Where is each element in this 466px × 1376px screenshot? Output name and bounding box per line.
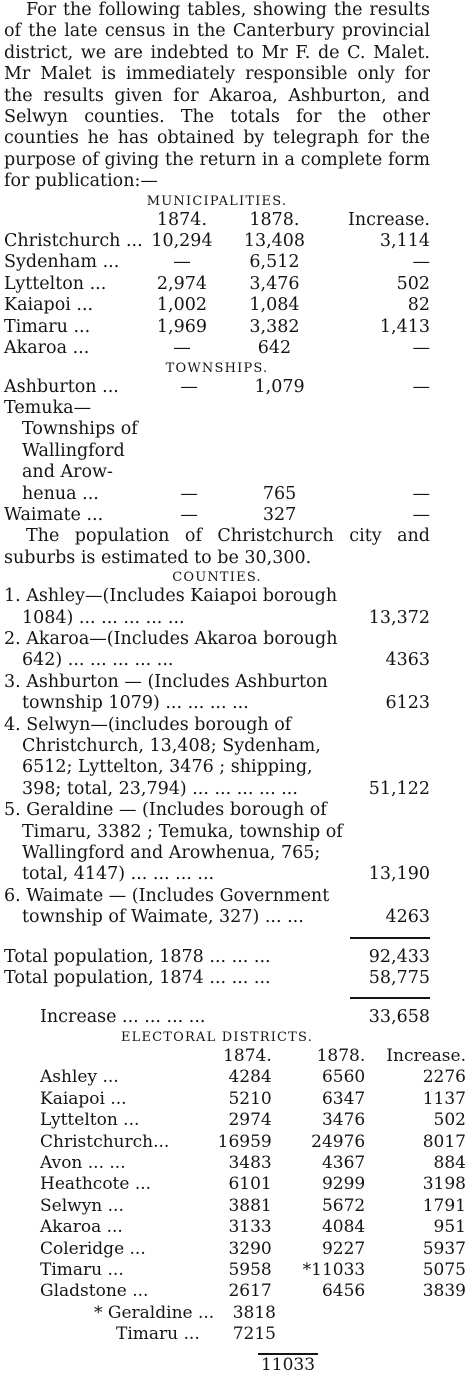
total-1874-row [4,968,430,989]
row-name: Sydenham ... [4,252,120,273]
row-name: Avon ... ... [40,1152,126,1173]
increase-row [4,1007,430,1028]
table-row [40,1174,466,1195]
table-row [4,462,430,483]
sum-rule [350,937,430,939]
counties-heading: COUNTIES. [172,570,262,586]
increase-block [4,1007,430,1028]
increase-label: Increase ... ... ... ... [40,1007,206,1028]
footnote-total: 11033 [260,1354,316,1375]
list-item [4,800,430,886]
row-1878: 6,512 [249,252,300,273]
footnote-value: 3818 [232,1302,276,1323]
row-increase: 1,413 [379,316,430,337]
row-name: Akaroa ... [40,1217,123,1238]
row-1878: 6347 [321,1088,366,1109]
row-increase: 3,114 [379,231,430,252]
row-1878: 3476 [321,1110,366,1131]
row-1878: 4084 [321,1217,366,1238]
table-row [4,274,430,295]
row-increase: 82 [407,295,430,316]
row-1874: 4284 [228,1067,272,1088]
list-item [4,629,430,672]
county-value: 4263 [385,907,430,928]
row-1878: 13,408 [243,231,306,252]
electoral-table [40,1046,466,1303]
table-row [4,338,430,359]
table-row [4,231,430,252]
row-1878: 327 [262,504,297,525]
total-1878-row [4,947,430,968]
row-increase: 1791 [422,1195,466,1216]
table-row [4,441,430,462]
table-row [4,295,430,316]
row-1874: 2617 [228,1281,272,1302]
row-increase: 3839 [422,1281,466,1302]
row-name: Selwyn ... [40,1195,124,1216]
row-1874: 16959 [217,1131,272,1152]
row-increase: 502 [433,1110,466,1131]
county-text: 4. Selwyn—(includes borough of Christchurch, 13,408; Sydenham, 6512; Lyttelton, 3476 ; shipping, 398; total, 23,794) ... ... ... ... ... [4,714,321,799]
row-name: Christchurch ... [4,231,143,252]
table-row [40,1217,466,1238]
row-1878: 3,382 [249,316,300,337]
electoral-column-header [40,1046,466,1067]
col-1878: 1878. [316,1045,366,1066]
blank-header [4,210,143,231]
row-increase: — [412,376,430,397]
table-row [40,1110,466,1131]
county-text: 3. Ashburton — (Includes Ashburton township 1079) ... ... ... ... [4,671,328,714]
table-row [4,419,430,440]
county-value: 51,122 [368,778,430,799]
row-increase: 884 [433,1152,466,1173]
row-name: henua ... [22,483,99,504]
row-1874: 2974 [228,1110,272,1131]
footnote-row [94,1324,430,1345]
row-1874: 3881 [228,1195,272,1216]
row-1874: 10,294 [151,231,213,252]
list-item [4,586,430,629]
townships-table [4,377,430,527]
table-row [4,398,430,419]
blank-header [40,1046,203,1067]
counties-list [4,586,430,929]
temuka-line: Wallingford [22,440,125,461]
row-increase: — [412,504,430,525]
row-name: Coleridge ... [40,1238,146,1259]
county-value: 13,190 [368,864,430,885]
row-1874: 2,974 [156,273,208,294]
table-row [4,505,430,526]
row-name: Timaru ... [4,316,91,337]
row-name: Timaru ... [40,1259,124,1280]
county-text: 2. Akaroa—(Includes Akaroa borough 642) ... ... ... ... ... [4,628,338,671]
table-row [4,317,430,338]
list-item [4,886,430,929]
row-1874: 3483 [228,1152,272,1173]
table-row [40,1153,466,1174]
sum-rule [350,997,430,999]
municipalities-heading: MUNICIPALITIES. [146,193,288,209]
footnote-label: Timaru ... [116,1323,200,1344]
row-1874: 5210 [228,1088,272,1109]
col-1874: 1874. [223,1045,272,1066]
row-increase: 3198 [422,1174,466,1195]
row-1878: 4367 [321,1152,366,1173]
townships-heading: TOWNSHIPS. [165,360,269,376]
row-1874: — [180,483,198,504]
county-value: 6123 [385,693,430,714]
table-row [40,1132,466,1153]
row-name: Waimate ... [4,504,104,525]
total-1878-value: 92,433 [368,946,430,967]
row-1874: — [180,376,198,397]
row-1878: 765 [262,483,297,504]
table-row [4,252,430,273]
row-name: Kaiapoi ... [40,1088,127,1109]
municipalities-table [4,210,430,360]
temuka-title: Temuka— [4,397,92,418]
table-row [4,484,430,505]
total-1874-label: Total population, 1874 ... ... ... [4,968,271,989]
col-1874: 1874. [156,209,208,230]
row-1878: 642 [257,338,292,359]
list-item [4,715,430,801]
row-increase: 8017 [422,1131,466,1152]
total-1874-value: 58,775 [368,968,430,989]
city-population-note: The population of Christchurch city and suburbs is estimated to be 30,300. [4,526,430,568]
row-name: Gladstone ... [40,1281,149,1302]
footnote-row [94,1303,430,1324]
totals-block [4,947,430,990]
row-name: Ashburton ... [4,376,119,397]
county-text: 6. Waimate — (Includes Government township of Waimate, 327) ... ... [4,885,330,928]
footnote-value: 7215 [232,1323,276,1344]
intro-paragraph: For the following tables, showing the results of the late census in the Canterbury provincial district, we are indebted to Mr F. de C. Malet. Mr Malet is immediately responsible only for the results given for Akaroa, Ashburton, and Selwyn counties. The totals for the other counties he has obtained by telegraph for the purpose of giving the return in a complete form for publication:— [4,0,430,192]
row-1874: — [173,338,191,359]
census-article [4,0,466,1376]
total-1878-label: Total population, 1878 ... ... ... [4,946,271,967]
row-increase: — [412,483,430,504]
row-1878: 6560 [321,1067,366,1088]
row-1874: 1,969 [156,316,208,337]
row-1874: 5958 [228,1259,272,1280]
row-name: Christchurch... [40,1131,170,1152]
row-name: Ashley ... [40,1067,119,1088]
temuka-line: and Arow- [22,462,113,483]
table-row [40,1067,466,1088]
row-increase: 1137 [422,1088,466,1109]
row-1878: 1,079 [254,376,305,397]
row-1874: — [180,504,198,525]
row-1878: 3,476 [249,273,300,294]
row-increase: 2276 [422,1067,466,1088]
row-name: Lyttelton ... [4,273,107,294]
table-row [40,1196,466,1217]
row-increase: — [412,338,430,359]
county-text: 5. Geraldine — (Includes borough of Timaru, 3382 ; Temuka, township of Wallingford and Arowhenua, 765; total, 4147) ... ... ... ... [4,800,343,885]
row-1878: 5672 [321,1195,366,1216]
row-1874: 3290 [228,1238,272,1259]
col-1878: 1878. [249,209,300,230]
row-increase: 951 [433,1217,466,1238]
row-1874: 6101 [228,1174,272,1195]
row-name: Akaroa ... [4,338,90,359]
table-row [40,1239,466,1260]
row-1878: 9227 [321,1238,366,1259]
list-item [4,672,430,715]
row-1878: 1,084 [249,295,300,316]
col-increase: Increase. [386,1045,466,1066]
increase-value: 33,658 [368,1007,430,1028]
row-1874: — [173,252,191,273]
row-increase: 502 [396,273,430,294]
row-1878: 24976 [311,1131,366,1152]
row-name: Kaiapoi ... [4,295,94,316]
row-name: Heathcote ... [40,1174,152,1195]
table-row [4,377,430,398]
row-1878: *11033 [302,1259,366,1280]
table-row [40,1089,466,1110]
temuka-line: Townships of [22,419,138,440]
col-increase: Increase. [347,209,430,230]
electoral-footnote [94,1303,430,1345]
municipalities-column-header [4,210,430,231]
county-value: 4363 [385,650,430,671]
row-name: Lyttelton ... [40,1110,140,1131]
row-1874: 1,002 [156,295,208,316]
table-row [40,1281,466,1302]
row-increase: 5937 [422,1238,466,1259]
row-increase: 5075 [422,1259,466,1280]
row-1878: 6456 [321,1281,366,1302]
electoral-heading: ELECTORAL DISTRICTS. [120,1029,314,1045]
row-increase: — [412,252,430,273]
county-value: 13,372 [368,607,430,628]
row-1878: 9299 [321,1174,366,1195]
county-text: 1. Ashley—(Includes Kaiapoi borough 1084) ... ... ... ... ... [4,586,338,628]
footnote-label: * Geraldine ... [94,1302,215,1323]
row-1874: 3133 [228,1217,272,1238]
table-row [40,1260,466,1281]
